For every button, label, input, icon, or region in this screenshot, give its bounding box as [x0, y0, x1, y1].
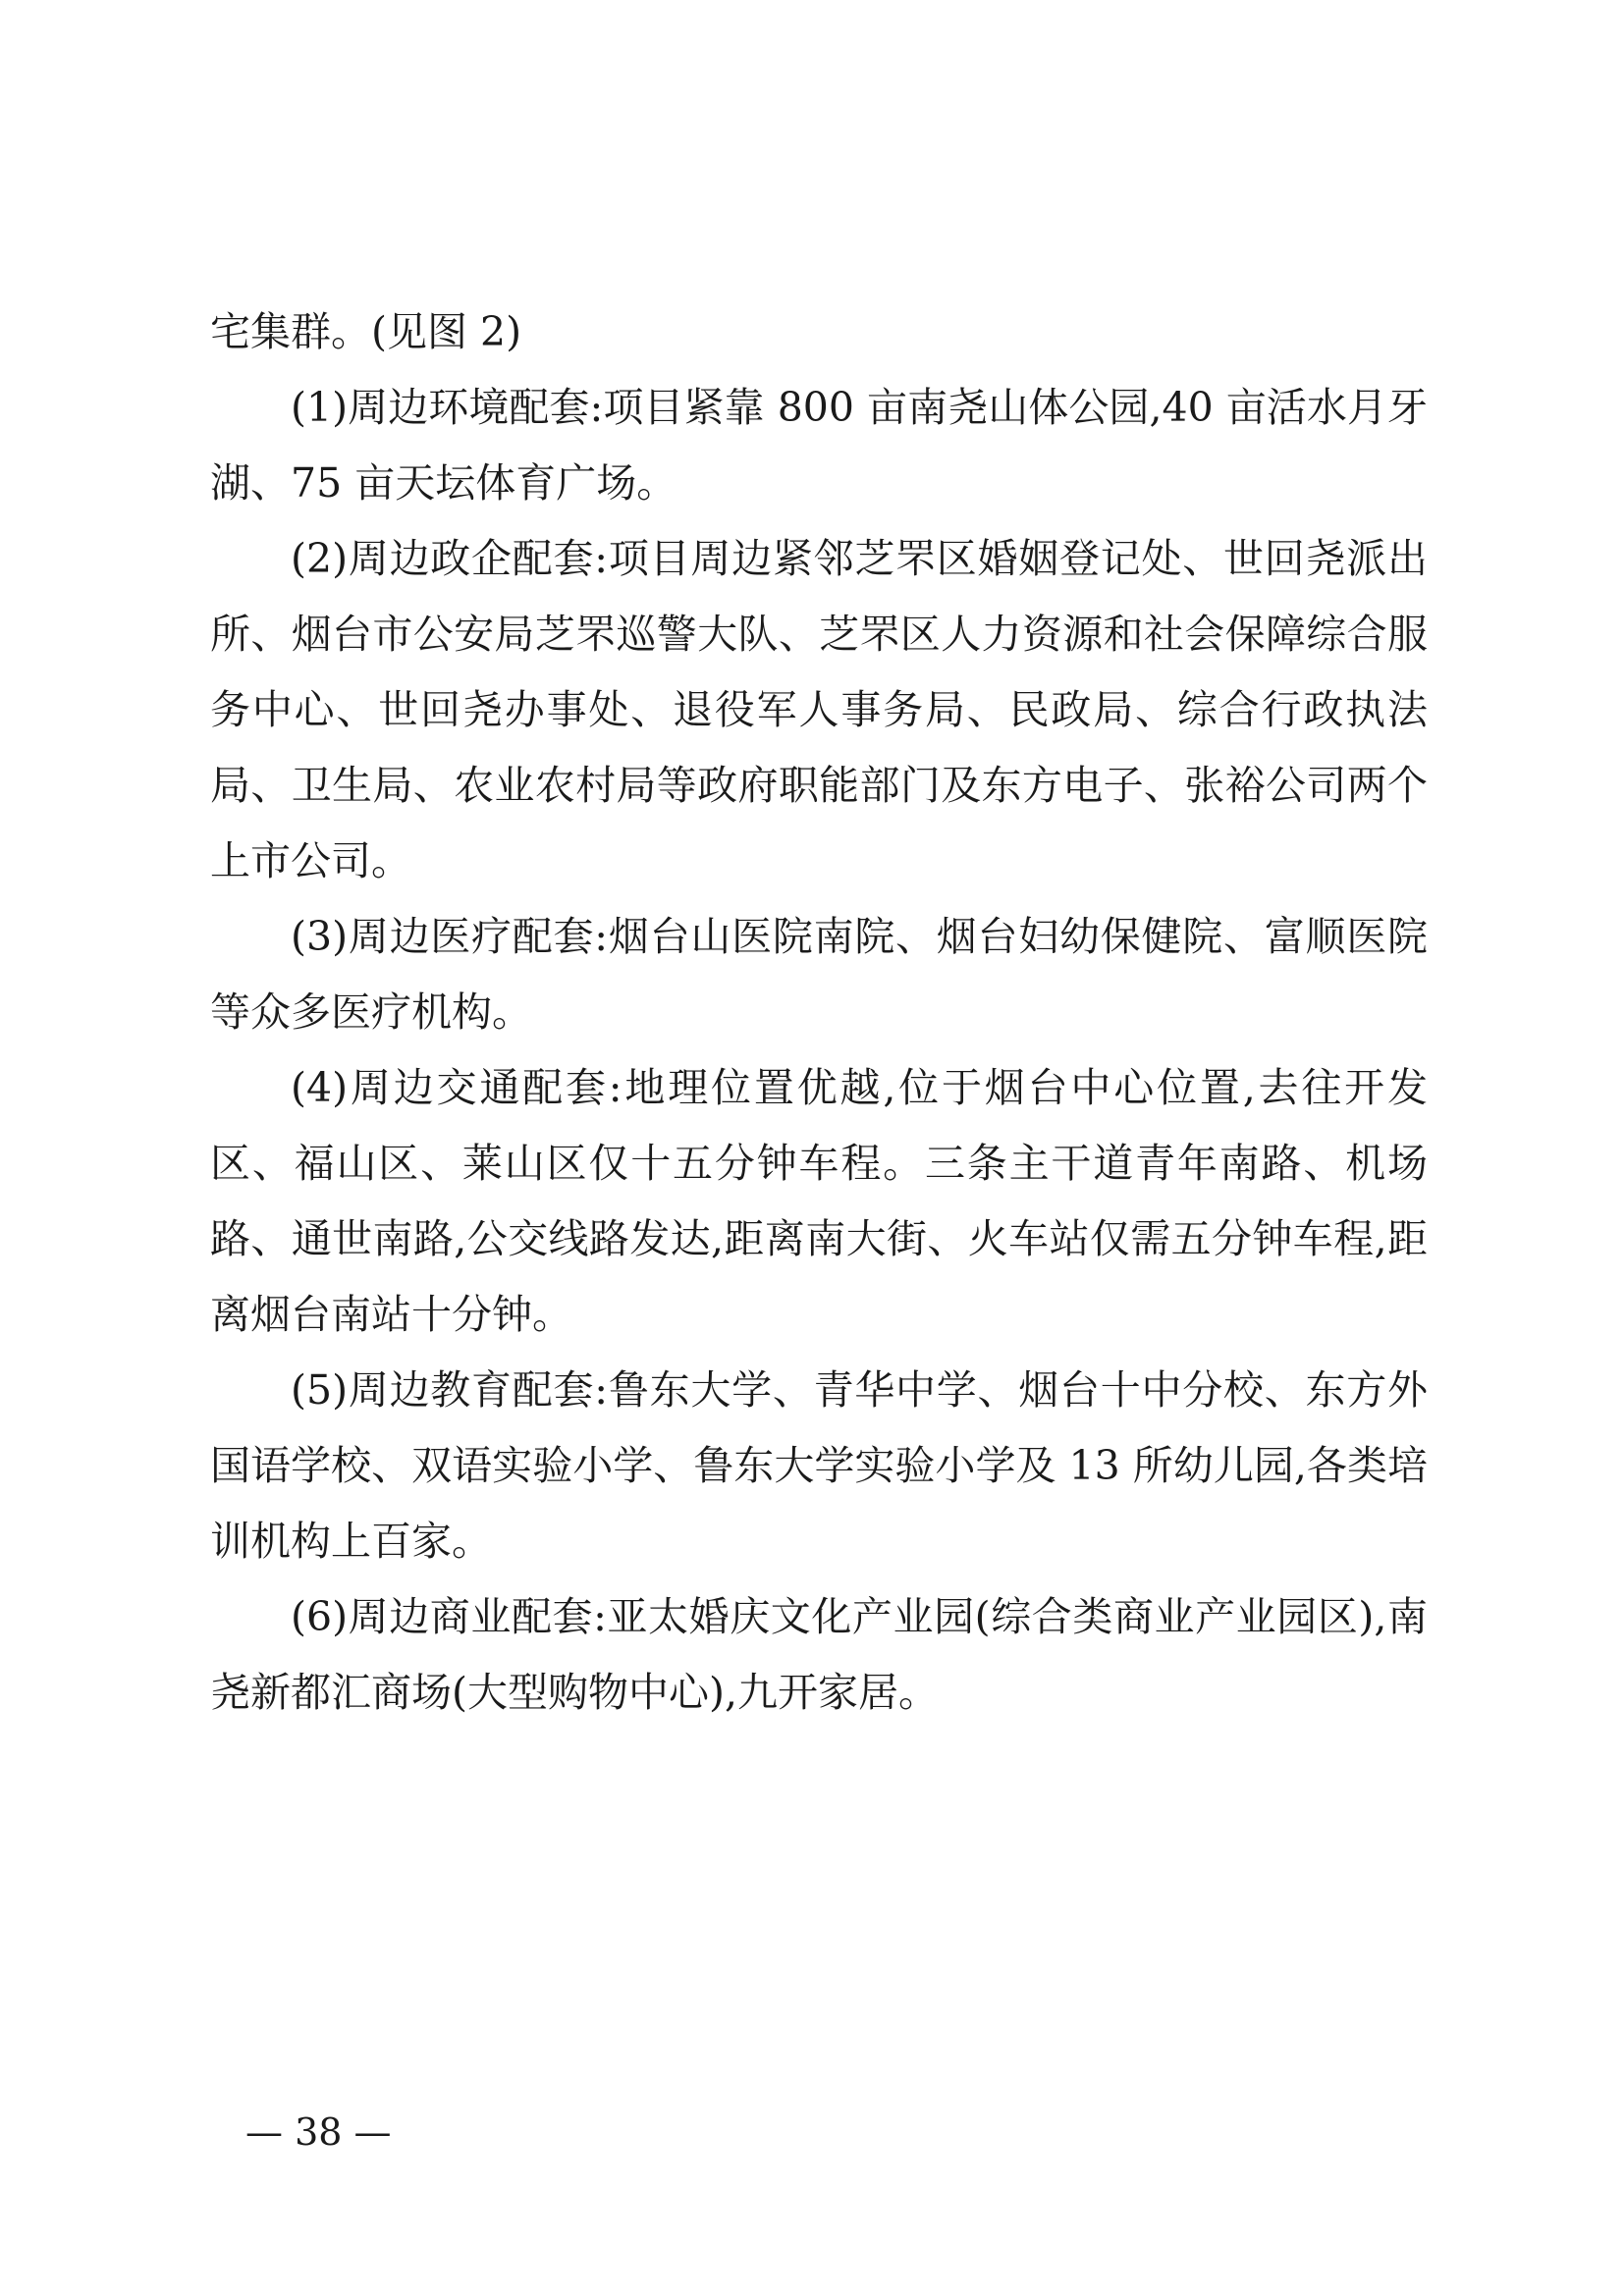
paragraph-environment: (1)周边环境配套:项目紧靠 800 亩南尧山体公园,40 亩活水月牙湖、75 亩天坛体育广场。	[210, 384, 1428, 507]
paragraph-medical: (3)周边医疗配套:烟台山医院南院、烟台妇幼保健院、富顺医院等众多医疗机构。	[210, 913, 1428, 1036]
page-number: — 38 —	[245, 2110, 392, 2154]
paragraph-education: (5)周边教育配套:鲁东大学、青华中学、烟台十中分校、东方外国语学校、双语实验小学、鲁东大学实验小学及 13 所幼儿园,各类培训机构上百家。	[210, 1366, 1428, 1565]
paragraph-commerce: (6)周边商业配套:亚太婚庆文化产业园(综合类商业产业园区),南尧新都汇商场(大型购物中心),九开家居。	[210, 1593, 1428, 1716]
body-text	[210, 294, 1428, 1731]
paragraph-government: (2)周边政企配套:项目周边紧邻芝罘区婚姻登记处、世回尧派出所、烟台市公安局芝罘巡警大队、芝罘区人力资源和社会保障综合服务中心、世回尧办事处、退役军人事务局、民政局、综合行政执法局、卫生局、农业农村局等政府职能部门及东方电子、张裕公司两个上市公司。	[210, 535, 1428, 884]
paragraph-continuation: 宅集群。(见图 2)	[210, 308, 522, 355]
paragraph-transport: (4)周边交通配套:地理位置优越,位于烟台中心位置,去往开发区、福山区、莱山区仅十五分钟车程。三条主干道青年南路、机场路、通世南路,公交线路发达,距离南大街、火车站仅需五分钟车程,距离烟台南站十分钟。	[210, 1064, 1428, 1338]
